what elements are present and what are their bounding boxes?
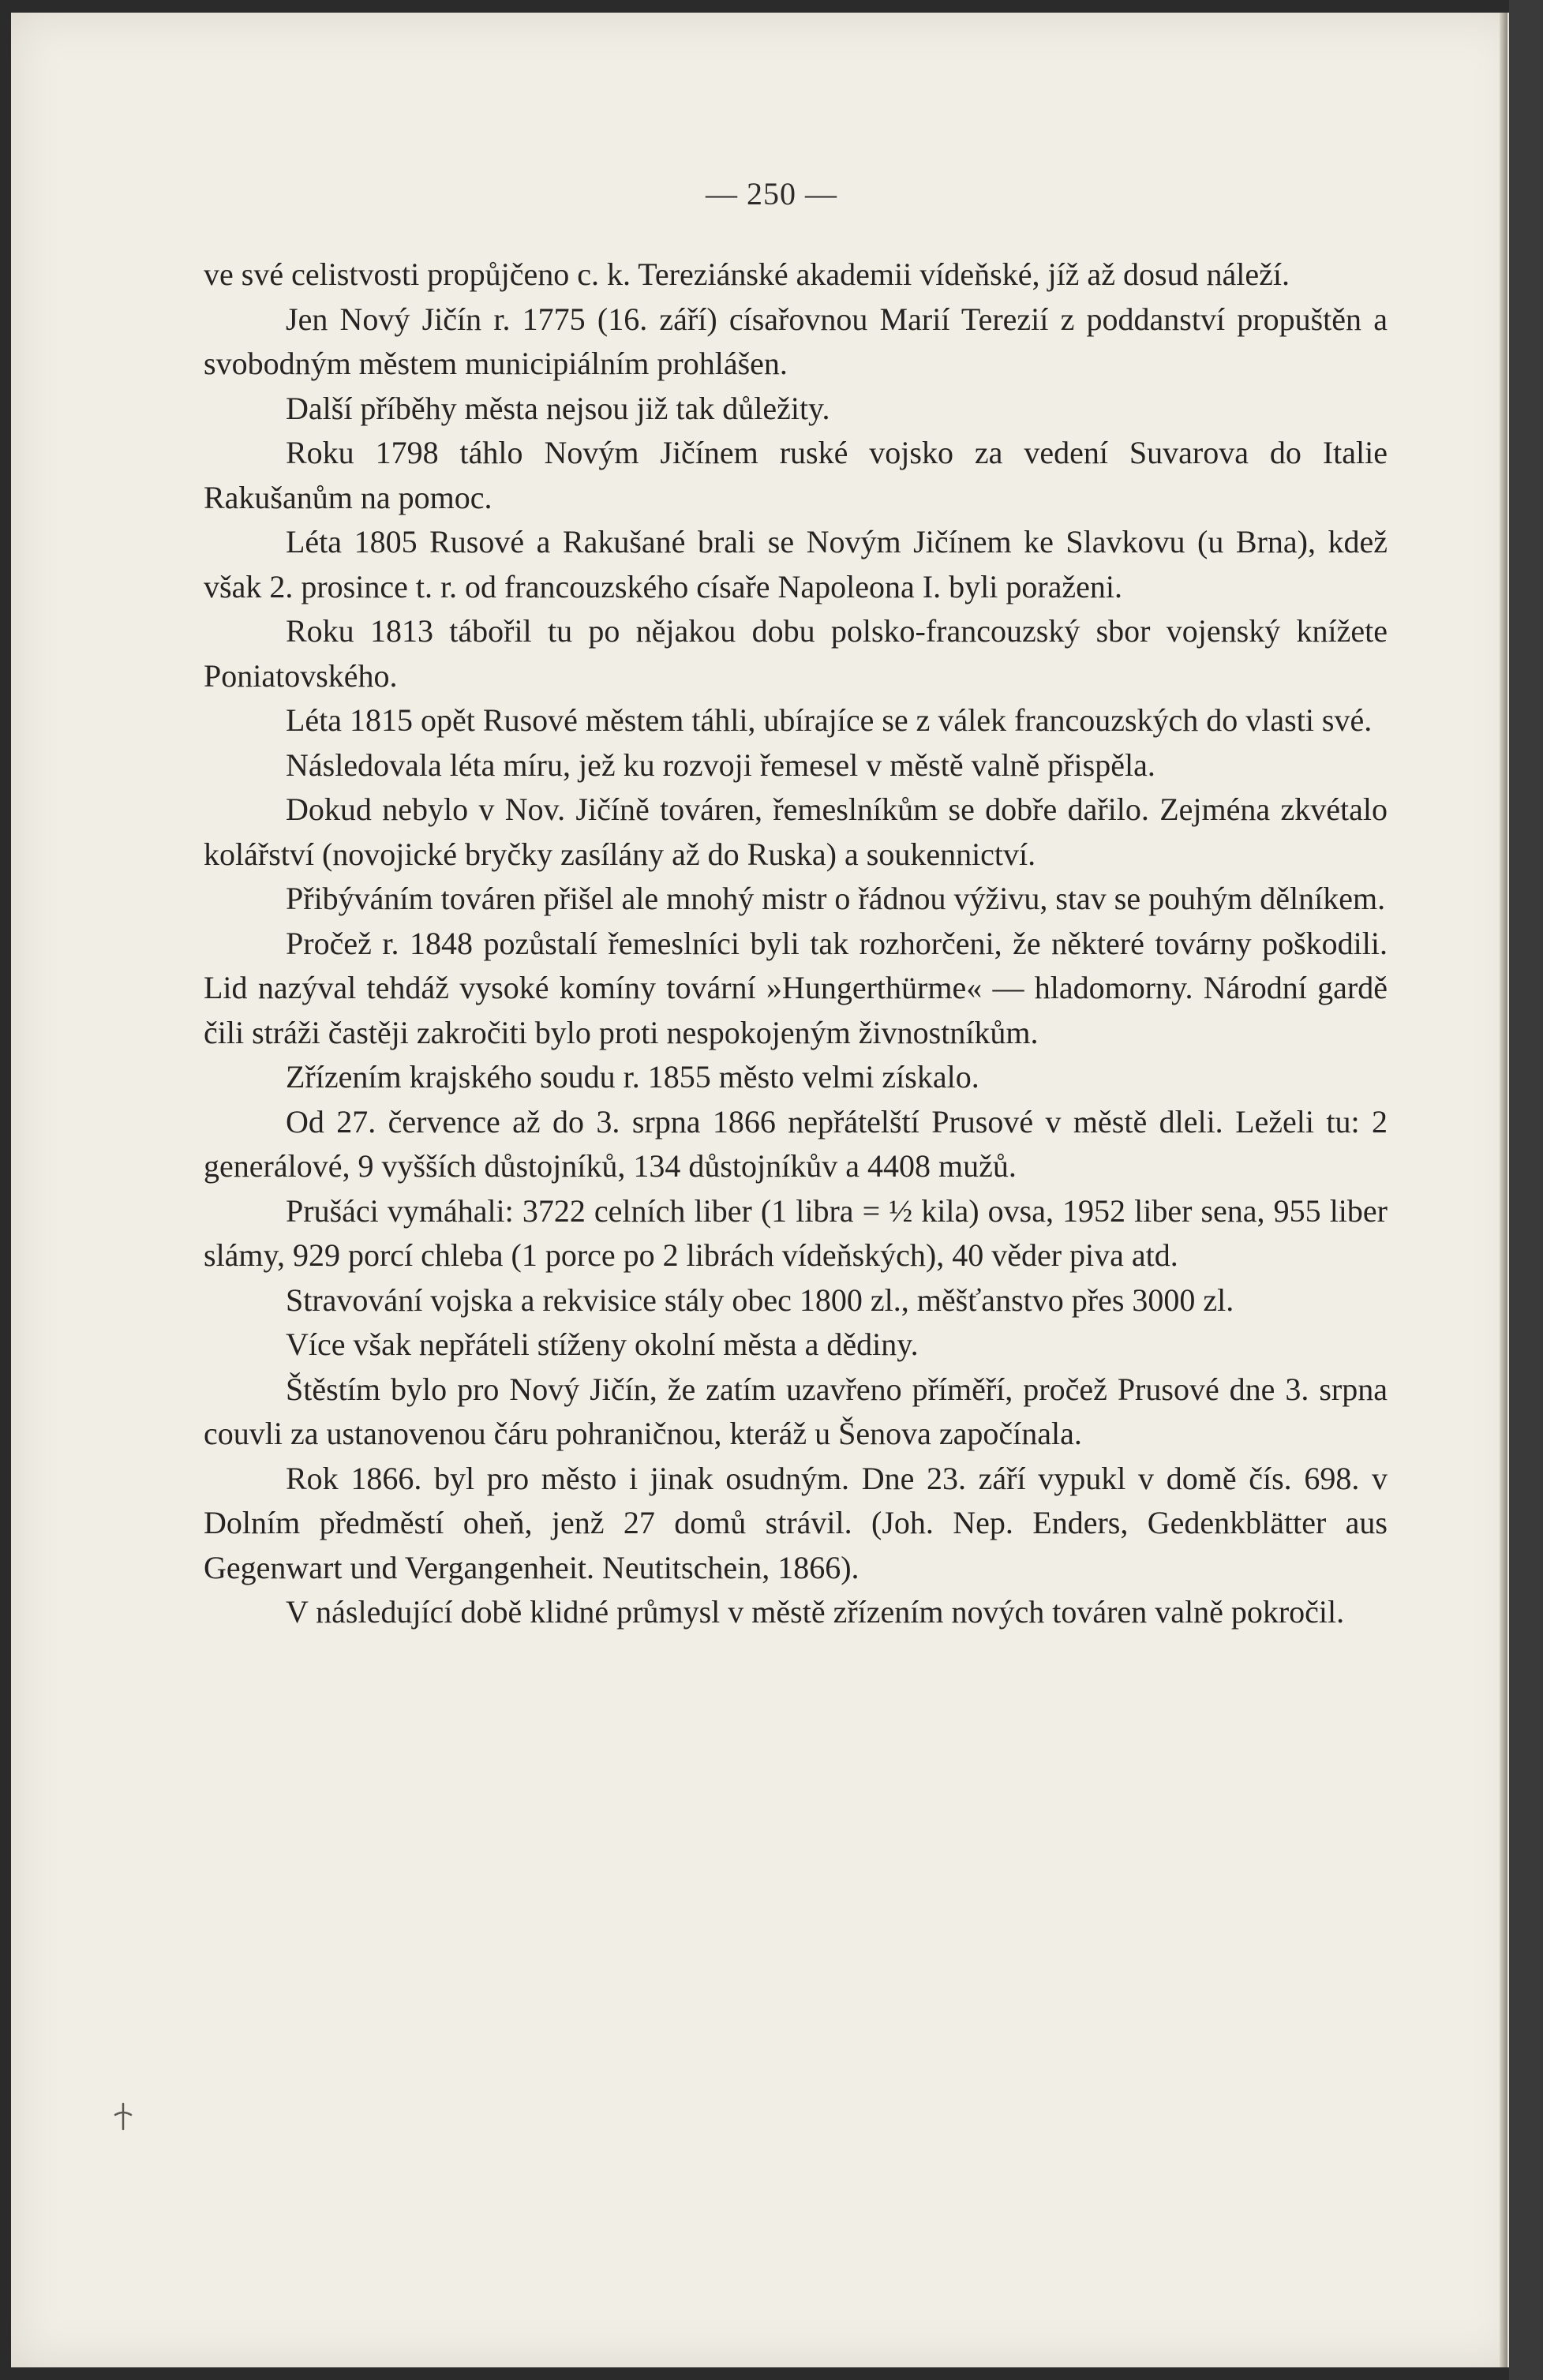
paragraph: Štěstím bylo pro Nový Jičín, že zatím uzavřeno příměří, pročež Prusové dne 3. srpna couvli za ustanovenou čáru pohraničnou, kteráž u Šenova započínala. — [204, 1371, 1388, 1451]
paragraph: Zřízením krajského soudu r. 1855 město velmi získalo. — [286, 1059, 979, 1095]
paragraph: Léta 1815 opět Rusové městem táhli, ubírajíce se z válek francouzských do vlasti své. — [286, 702, 1373, 738]
paragraph: Jen Nový Jičín r. 1775 (16. září) císařovnou Marií Terezií z poddanství propuštěn a svobodným městem municipiálním prohlášen. — [204, 301, 1388, 381]
paragraph: Prušáci vymáhali: 3722 celních liber (1 libra = ½ kila) ovsa, 1952 liber sena, 955 liber slámy, 929 porcí chleba (1 porce po 2 librách vídeňských), 40 věder piva atd. — [204, 1192, 1388, 1273]
paragraph: Od 27. července až do 3. srpna 1866 nepřátelští Prusové v městě dleli. Leželi tu: 2 generálové, 9 vyšších důstojníků, 134 důstojníkův a 4408 mužů. — [204, 1103, 1388, 1184]
paragraph: Rok 1866. byl pro město i jinak osudným. Dne 23. září vypukl v domě čís. 698. v Dolním předměstí oheň, jenž 27 domů strávil. (Joh. Nep. Enders, Gedenkblätter aus Gegenwart und Vergangenheit. Neutitschein, 1866). — [204, 1460, 1388, 1585]
page-edge-shadow — [1500, 13, 1507, 2367]
paragraph: Léta 1805 Rusové a Rakušané brali se Novým Jičínem ke Slavkovu (u Brna), kdež však 2. prosince t. r. od francouzského císaře Napoleona I. byli poraženi. — [204, 524, 1388, 604]
paragraph: Roku 1798 táhlo Novým Jičínem ruské vojsko za vedení Suvarova do Italie Rakušanům na pomoc. — [204, 435, 1388, 515]
paragraph: Následovala léta míru, jež ku rozvoji řemesel v městě valně přispěla. — [286, 747, 1155, 783]
paragraph: V následující době klidné průmysl v městě zřízením nových továren valně pokročil. — [286, 1594, 1345, 1630]
scan-border — [1509, 0, 1543, 2380]
paragraph: Přibýváním továren přišel ale mnohý mistr o řádnou výživu, stav se pouhým dělníkem. — [286, 881, 1386, 916]
paragraph: Pročež r. 1848 pozůstalí řemeslníci byli tak rozhorčeni, že některé továrny poškodili. Lid nazýval tehdáž vysoké komíny tovární »Hungerthürme« — hladomorny. Národní gardě čili stráži častěji zakročiti bylo proti nespokojeným živnostníkům. — [204, 925, 1388, 1050]
paragraph: Roku 1813 tábořil tu po nějakou dobu polsko-francouzský sbor vojenský knížete Poniatovského. — [204, 613, 1388, 694]
paragraph: ve své celistvosti propůjčeno c. k. Tereziánské akademii vídeňské, jíž až dosud náleží. — [204, 256, 1290, 292]
body-text — [204, 253, 1388, 1635]
paragraph: Stravování vojska a rekvisice stály obec 1800 zl., měšťanstvo přes 3000 zl. — [286, 1282, 1234, 1318]
paragraph: Dokud nebylo v Nov. Jičíně továren, řemeslníkům se dobře dařilo. Zejména zkvétalo kolářství (novojické bryčky zasílány až do Ruska) a soukennictví. — [204, 791, 1388, 872]
paragraph: Další příběhy města nejsou již tak důležity. — [286, 390, 830, 426]
margin-cross-mark-icon — [110, 2101, 136, 2132]
paragraph: Více však nepřáteli stíženy okolní města a dědiny. — [286, 1327, 919, 1362]
page-number: — 250 — — [706, 176, 837, 211]
